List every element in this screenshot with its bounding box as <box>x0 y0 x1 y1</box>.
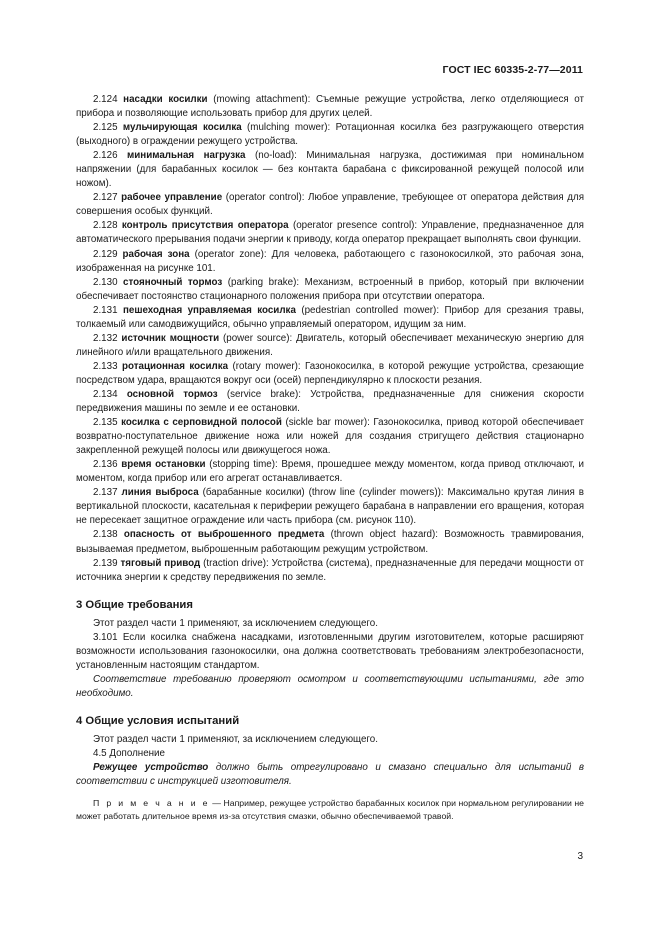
definition-number: 2.137 <box>93 487 118 499</box>
definition-item <box>76 191 584 219</box>
definition-term: мульчирующая косилка <box>122 122 242 134</box>
cutting-device-requirement <box>76 761 584 789</box>
definition-item <box>76 388 584 416</box>
definition-item <box>76 219 584 247</box>
definition-item <box>76 248 584 276</box>
definition-text: (stopping time): Время, прошедшее между моментом, когда привод отключают, и моментом, когда прибор или его агрегат останавливается. <box>76 459 584 485</box>
definition-term: стояночный тормоз <box>123 276 223 288</box>
definition-number: 2.130 <box>93 276 118 288</box>
definition-item <box>76 276 584 304</box>
definition-term: косилка с серповидной полосой <box>121 417 282 429</box>
definition-number: 2.133 <box>93 360 118 372</box>
note-text: — Например, режущее устройство барабанных косилок при нормальном регулировании не может работать длительное время из-за отсутствия смазки, обычно обеспечиваемой травой. <box>76 798 584 821</box>
clause-3-101: 3.101 Если косилка снабжена насадками, изготовленными другим изготовителем, которые расширяют возможности использования газонокосилки, она должна соответствовать требованиям электробезопасности, установленным настоящим стандартом. <box>76 631 584 671</box>
definition-item <box>76 486 584 528</box>
definition-number: 2.126 <box>93 150 118 162</box>
definition-term: минимальная нагрузка <box>127 150 246 162</box>
definition-term: линия выброса <box>121 487 199 499</box>
section-4-intro: Этот раздел части 1 применяют, за исключением следующего. <box>93 734 378 746</box>
section-3-heading: 3 Общие требования <box>76 598 193 611</box>
definition-term: рабочая зона <box>122 248 190 260</box>
definition-number: 2.124 <box>93 94 118 105</box>
page-body <box>76 93 584 831</box>
definition-item <box>76 557 584 585</box>
definition-text: (mowing attachment): Съемные режущие устройства, легко отделяющиеся от прибора и позволяющие использовать прибор для других целей. <box>76 94 585 120</box>
section-4-heading: 4 Общие условия испытаний <box>76 714 240 727</box>
definition-term: насадки косилки <box>123 94 208 105</box>
definition-number: 2.127 <box>93 192 118 204</box>
definition-number: 2.132 <box>93 332 118 344</box>
definition-text: (operator presence control): Управление, предназначенное для автоматического прерывания подачи энергии к приводу, когда оператор прекращает выполнять свои функции. <box>76 220 584 246</box>
section-3-intro: Этот раздел части 1 применяют, за исключением следующего. <box>93 617 378 629</box>
definition-item <box>76 121 584 149</box>
definition-term: источник мощности <box>121 332 220 344</box>
definition-item <box>76 149 584 191</box>
definition-number: 2.134 <box>93 388 118 400</box>
definition-term: тяговый привод <box>120 557 201 569</box>
definition-text: (mulching mower): Ротационная косилка без разгружающего отверстия (выходного) в ограждении режущего устройства. <box>76 122 584 148</box>
definition-text: (operator control): Любое управление, требующее от оператора действия для совершения особых функций. <box>76 192 584 218</box>
definition-text: (parking brake): Механизм, встроенный в прибор, который при включении обеспечивает постоянство стационарного положения прибора при отсутствии оператора. <box>76 276 584 302</box>
standard-header: ГОСТ IEC 60335-2-77—2011 <box>442 64 583 76</box>
definition-number: 2.136 <box>93 459 118 471</box>
note-label: П р и м е ч а н и е <box>93 798 210 809</box>
definition-item <box>76 93 584 121</box>
definition-item <box>76 528 584 556</box>
definition-number: 2.131 <box>93 304 118 316</box>
requirement-text: должно быть отрегулировано и смазано специально для испытаний в соответствии с инструкцией изготовителя. <box>76 762 584 788</box>
definition-item <box>76 360 584 388</box>
definition-text: (service brake): Устройства, предназначенные для снижения скорости передвижения машины по земле и ее остановки. <box>76 388 584 415</box>
definition-number: 2.138 <box>93 529 118 541</box>
definition-term: основной тормоз <box>126 388 218 400</box>
definition-text: (thrown object hazard): Возможность травмирования, вызываемая предметом, выброшенным работающим режущим устройством. <box>76 529 584 555</box>
definition-item <box>76 458 584 486</box>
definition-term: время остановки <box>121 459 206 471</box>
definition-number: 2.128 <box>93 220 118 232</box>
definition-item <box>76 332 584 360</box>
definition-item <box>76 416 584 458</box>
definition-term: контроль присутствия оператора <box>121 220 289 232</box>
definition-number: 2.125 <box>93 122 118 134</box>
definition-term: рабочее управление <box>121 192 223 204</box>
definition-text: (operator zone): Для человека, работающего с газонокосилкой, это рабочая зона, изображенная на рисунке 101. <box>76 248 584 274</box>
definition-term: ротационная косилка <box>121 360 229 372</box>
definition-number: 2.129 <box>93 248 118 260</box>
requirement-term: Режущее устройство <box>93 762 209 774</box>
page-number: 3 <box>577 851 583 862</box>
definition-item <box>76 304 584 332</box>
definition-text: (power source): Двигатель, который обеспечивает механическую энергию для линейного и/или вращательного движения. <box>76 332 584 358</box>
definition-number: 2.135 <box>93 417 118 429</box>
definition-term: пешеходная управляемая косилка <box>122 304 296 316</box>
definition-text: (no-load): Минимальная нагрузка, достижимая при номинальном напряжении (для барабанных косилок — без контакта барабана с фиксированной режущей полосой или ножом). <box>76 150 584 190</box>
definition-text: (sickle bar mower): Газонокосилка, привод которой обеспечивает возвратно-поступательное движение ножа или ножей для создания стригущего действия стационарно закрепленной режущей полосы или движущегося ножа. <box>76 417 584 457</box>
definition-term: опасность от выброшенного предмета <box>123 529 325 541</box>
definition-text: (traction drive): Устройства (система), предназначенные для передачи мощности от источника энергии к средству передвижения по земле. <box>76 557 584 583</box>
definitions-list <box>76 93 584 585</box>
note <box>76 797 584 822</box>
definition-number: 2.139 <box>93 557 118 569</box>
definition-text: (барабанные косилки) (throw line (cylinder mowers)): Максимально крутая линия в вертикальной плоскости, касательная к периферии режущего барабана в направлении его вращения, которая не пересекает защитное ограждение или часть прибора (см. рисунок 110). <box>76 487 584 527</box>
clause-4-5: 4.5 Дополнение <box>93 748 165 760</box>
definition-text: (rotary mower): Газонокосилка, в которой режущие устройства, срезающие посредством удара, вращаются вокруг оси (осей) перпендикулярно к плоскости резания. <box>76 360 584 386</box>
definition-text: (pedestrian controlled mower): Прибор для срезания травы, толкаемый или самодвижущийся, обычно управляемый оператором, идущим за ним. <box>76 304 584 330</box>
compliance-statement: Соответствие требованию проверяют осмотром и соответствующими испытаниями, где это необходимо. <box>76 673 584 699</box>
